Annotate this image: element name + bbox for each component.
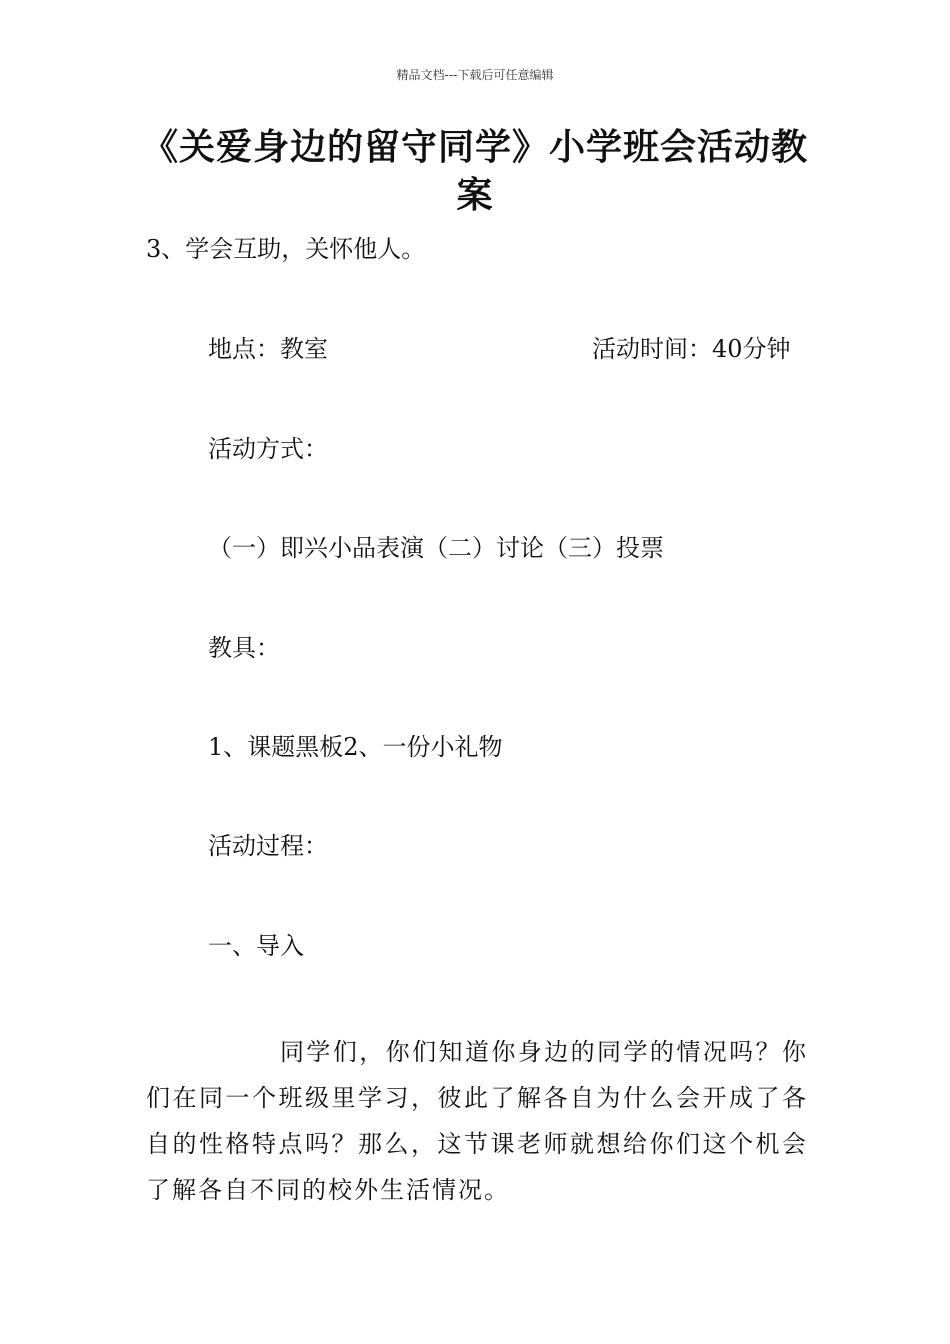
- method-label: 活动方式：: [208, 435, 328, 463]
- intro-paragraph: 同学们，你们知道你身边的同学的情况吗？你们在同一个班级里学习，彼此了解各自为什么会开成了各自的性格特点吗？那么，这节课老师就想给你们这个机会了解各自不同的校外生活情况。: [146, 1038, 808, 1204]
- process-label: 活动过程：: [208, 832, 328, 860]
- location-text: 地点：教室: [208, 335, 328, 363]
- methods-list: （一）即兴小品表演（二）讨论（三）投票: [208, 534, 664, 562]
- section-heading-intro: 一、导入: [208, 932, 304, 960]
- page-header-note: 精品文档---下载后可任意编辑: [396, 68, 554, 82]
- goal-item-3: 3、学会互助，关怀他人。: [146, 235, 426, 263]
- tools-label: 教具：: [208, 634, 280, 662]
- document-title: 《关爱身边的留守同学》小学班会活动教案: [141, 127, 808, 216]
- tools-list: 1、课题黑板2、一份小礼物: [208, 733, 503, 761]
- duration-text: 活动时间：40分钟: [592, 335, 791, 363]
